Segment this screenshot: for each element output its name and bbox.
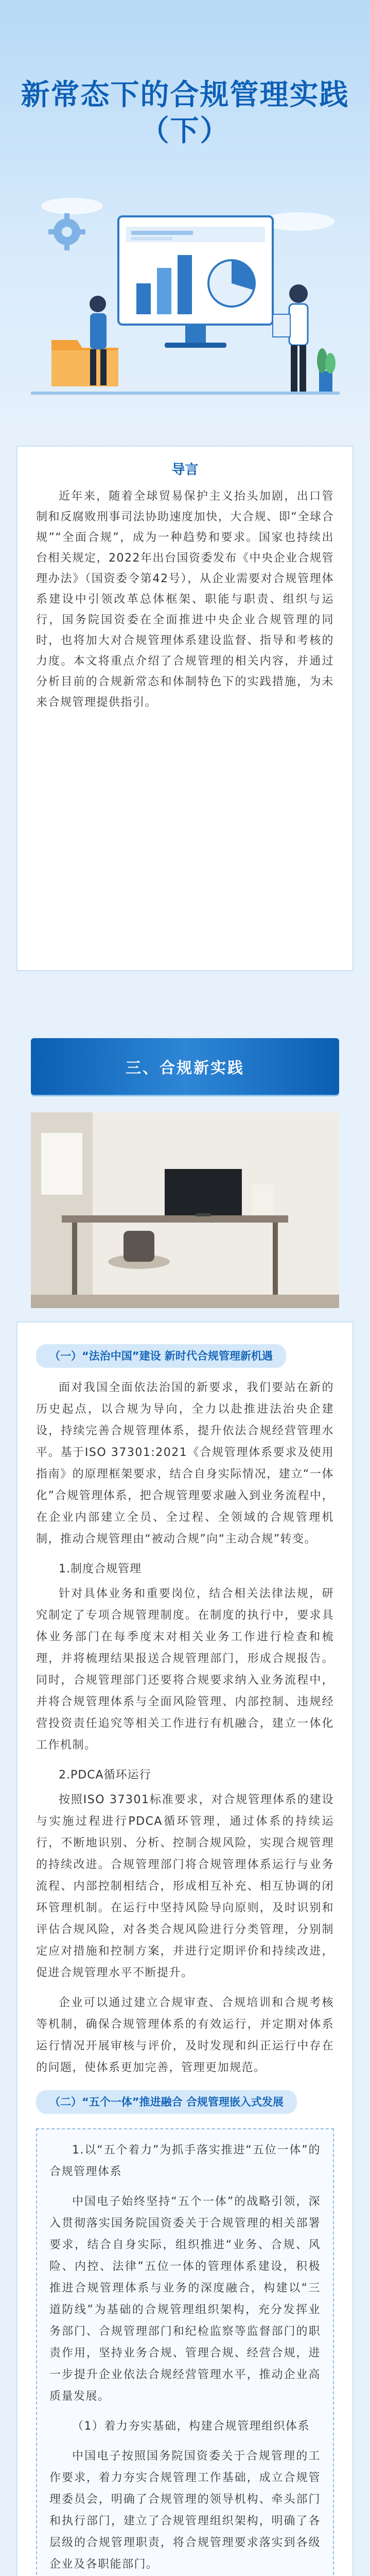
office-desk-image [31,1112,339,1308]
office-photo [31,1112,339,1308]
intro-heading: 导言 [171,462,199,478]
section-title: 三、合规新实践 [126,1059,244,1077]
subheading-method: 1.制度合规管理 [59,1563,142,1575]
paragraph: 1.以“五个着力”为抓手落实推进“五位一体”的合规管理体系 [49,2144,321,2178]
paragraph: 中国电子按照国务院国资委关于合规管理的工作要求，着力夯实合规管理工作基础，成立合规管理委员会，明确了合规管理的领导机构、牵头部门和执行部门，建立了合规管理组织架构，明确了各层级的合规管理职责，将合规管理要求落实到各级企业及各职能部门。 [49,2450,321,2571]
paragraph: 企业可以通过建立合规审查、合规培训和合规考核等机制，确保合规管理体系的有效运行，并定期对体系运行情况开展审核与评价，及时发现和纠正运行中存在的问题，使体系更加完善，管理更加规范。 [36,1996,334,2074]
hero-banner [0,0,370,453]
folder-icon [51,340,118,386]
intro-text: 近年来，随着全球贸易保护主义抬头加剧，出口管制和反腐败刑事司法协助速度加快，大合规、即“全球合规”“全面合规”，成为一种趋势和要求。国家也持续出台相关规定，2022年出台国资委发布《中央企业合规管理办法》（国资委令第42号），从企业需要对合规管理体系建设中引领改革总体框架、职能与职责、组织与运行，国务院国资委在全面推进中央企业合规管理的同时，也将加大对合规管理体系建设监督、指导和考核的力度。本文将重点介绍了合规管理的相关内容，并通过分析目前的合规新常态和体制特色下的实践措施，为未来合规管理提供指引。 [36,490,334,709]
person-figure-right [273,284,308,392]
subheading-pdca: 2.PDCA循环运行 [59,1769,151,1782]
paragraph: 中国电子始终坚持“五个一体”的战略引领，深入贯彻落实国务院国资委关于合规管理的相关部署要求，结合自身实际，组织推进“业务、合规、风险、内控、法律”五位一体的管理体系建设，积极推进合规管理体系与业务的深度融合，构建以“三道防线”为基础的合规管理组织架构，充分发挥业务部门、合规管理部门和纪检监察等监督部门的职责作用，坚持业务合规、管理合规、经营合规，进一步提升企业依法合规经营管理水平，推动企业高质量发展。 [49,2195,321,2403]
page-title [0,77,370,149]
subsection-heading-2: （二）“五个一体”推进融合 合规管理嵌入式发展 [36,2090,297,2114]
gear-icon [48,213,85,250]
paragraph: （1）着力夯实基础，构建合规管理组织体系 [72,2420,310,2433]
title-line1: 新常态下的合规管理实践 [21,78,349,112]
plant-icon [317,348,336,392]
content-card [16,1321,354,2576]
paragraph: 针对具体业务和重要岗位，结合相关法律法规，研究制定了专项合规管理制度。在制度的执行中，要求具体业务部门在每季度末对相关业务工作进行检查和梳理，并将梳理结果报送合规管理部门，形成合规报告。同时，合规管理部门还要将合规要求纳入业务流程中，并将合规管理体系与全面风险管理、内部控制、违规经营投资责任追究等相关工作进行有机融合，建立一体化工作机制。 [36,1587,334,1752]
paragraph: 面对我国全面依法治国的新要求，我们要站在新的历史起点，以合规为导向，全力以赴推进法治央企建设，持续完善合规管理体系，提升依法合规经营管理水平。基于ISO 37301:2021《合规管理体系要求及使用指南》的原理框架要求，结合自身实际情况，建立“一体化”合规管理体系，把合规管理要求融入到业务流程中，在企业内部建立全员、全过程、全领域的合规管理机制，推动合规管理由“被动合规”向“主动合规”转变。 [36,1381,334,1546]
compliance-illustration [31,185,340,428]
intro-card [16,446,354,971]
practice-box [36,2128,334,2576]
title-line2: （下） [140,114,230,148]
subsection-heading-1: （一）“法治中国”建设 新时代合规管理新机遇 [36,1344,286,1368]
paragraph: 按照ISO 37301标准要求，对合规管理体系的建设与实施过程进行PDCA循环管理，通过体系的持续运行，不断地识别、分析、控制合规风险，实现合规管理的持续改进。合规管理部门将合规管理体系运行与业务流程、内部控制相结合，形成相互补充、相互协调的闭环管理机制。在运行中坚持风险导向原则，及时识别和评估合规风险，对各类合规风险进行分类管理，分别制定应对措施和控制方案，并进行定期评价和持续改进，促进合规管理水平不断提升。 [36,1793,334,1979]
section-heading [31,1038,339,1095]
